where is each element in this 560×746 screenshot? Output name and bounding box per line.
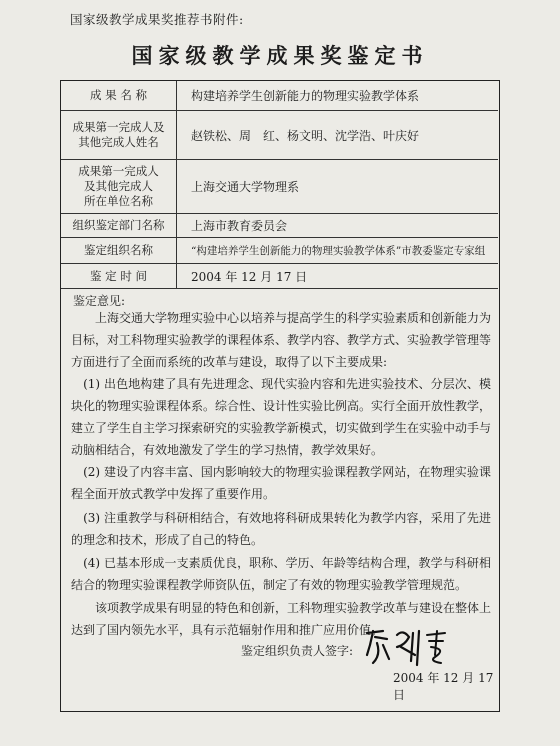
- opinion-paragraph: (1) 出色地构建了具有先进理念、现代实验内容和先进实验技术、分层次、模块化的物理实验课程体系。综合性、设计性实验比例高。实行全面开放性教学，建立了学生自主学习探索研究的实验教学新模式，切实做到学生在实验中动手与动脑相结合，有效地激发了学生的学习热情，教学效果好。: [71, 377, 492, 457]
- field-value: 上海交通大学物理系: [191, 180, 300, 194]
- field-label: 成果第一完成人 及其他完成人 所在单位名称: [61, 160, 177, 213]
- opinion-paragraph: (4) 已基本形成一支素质优良，职称、学历、年龄等结构合理，教学与科研相结合的物理实验课程教学师资队伍，制定了有效的物理实验教学管理规范。: [71, 556, 491, 592]
- field-row-appraisal-department: [61, 214, 498, 238]
- opinion-paragraph: (2) 建设了内容丰富、国内影响较大的物理实验课程教学网站，在物理实验课程全面开放式教学中发挥了重要作用。: [71, 465, 491, 501]
- field-value: 构建培养学生创新能力的物理实验教学体系: [191, 89, 420, 103]
- field-value: 上海市教育委员会: [191, 219, 288, 233]
- signature-label: 鉴定组织负责人签字:: [241, 644, 354, 658]
- signature-date: 2004 年 12 月 17 日: [393, 671, 494, 702]
- field-label: 成 果 名 称: [61, 81, 177, 110]
- opinion-label: 鉴定意见:: [73, 294, 126, 308]
- document-title: 国家级教学成果奖鉴定书: [131, 43, 429, 68]
- field-row-achievement-name: [61, 81, 498, 111]
- field-row-completers: [61, 111, 498, 160]
- field-row-appraisal-date: [61, 264, 498, 289]
- opinion-paragraph: 上海交通大学物理实验中心以培养与提高学生的科学实验素质和创新能力为目标，对工科物理实验教学的课程体系、教学内容、教学方式、实验教学管理等方面进行了全面而系统的改革与建设，取得了以下主要成果:: [71, 311, 492, 369]
- appraisal-opinion: [61, 289, 498, 709]
- field-value: “构建培养学生创新能力的物理实验教学体系”市教委鉴定专家组: [191, 245, 486, 257]
- opinion-paragraph: (3) 注重教学与科研相结合，有效地将科研成果转化为教学内容，采用了先进的理念和技术，形成了自己的特色。: [71, 511, 491, 547]
- field-label: 鉴 定 时 间: [61, 264, 177, 288]
- field-label: 成果第一完成人及 其他完成人姓名: [61, 111, 177, 159]
- field-row-institution: [61, 160, 498, 214]
- opinion-paragraph: 该项教学成果有明显的特色和创新，工科物理实验教学改革与建设在整体上达到了国内领先水平，具有示范辐射作用和推广应用价值。: [71, 601, 492, 637]
- handwritten-signature: [361, 625, 451, 670]
- field-value: 赵铁松、周 红、杨文明、沈学浩、叶庆好: [191, 128, 420, 143]
- attachment-note: 国家级教学成果奖推荐书附件:: [70, 12, 244, 27]
- appraisal-form: [60, 80, 500, 712]
- field-label: 鉴定组织名称: [61, 238, 177, 263]
- field-label: 组织鉴定部门名称: [61, 214, 177, 237]
- field-row-appraisal-organization: [61, 238, 498, 264]
- field-value: 2004 年 12 月 17 日: [191, 269, 308, 284]
